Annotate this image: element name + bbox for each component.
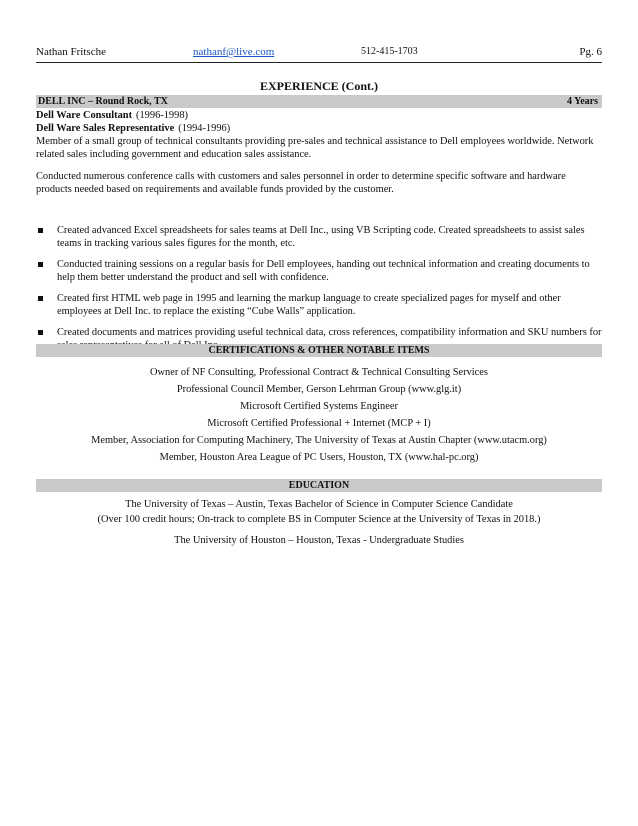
education-item: The University of Texas – Austin, Texas Bachelor of Science in Computer Science Candidate (125, 499, 513, 510)
certifications-bar (36, 344, 602, 357)
list-item (36, 292, 602, 318)
bullet-icon (38, 228, 43, 233)
certifications-list (36, 364, 602, 466)
bullet-icon (38, 296, 43, 301)
role-1 (36, 109, 602, 122)
role-description: Member of a small group of technical consultants providing pre-sales and technical assistance to Dell employees worldwide. Network related sales including government and education sales assistance. (36, 136, 594, 160)
page-number: Pg. 6 (579, 46, 602, 58)
header-name: Nathan Fritsche (36, 46, 106, 58)
certification-item: Member, Association for Computing Machinery, The University of Texas at Austin Chapter (www.utacm.org) (91, 435, 547, 446)
certification-item: Professional Council Member, Gerson Lehrman Group (www.glg.it) (176, 384, 462, 395)
header-divider (36, 62, 602, 63)
list-item (36, 224, 602, 250)
education-bar (36, 479, 602, 492)
certification-item: Microsoft Certified Systems Engineer (240, 401, 398, 412)
certification-item: Owner of NF Consulting, Professional Contract & Technical Consulting Services (150, 367, 488, 378)
role-dates: (1996-1998) (136, 110, 188, 121)
role-title: Dell Ware Sales Representative (36, 123, 175, 134)
bullet-icon (38, 262, 43, 267)
role-description-2: Conducted numerous conference calls with customers and sales personnel in order to determine specific software and hardware products needed based on requirements and available funds provided by the customer. (36, 171, 566, 195)
list-item-text: Conducted training sessions on a regular basis for Dell employees, handing out technical information and creating documents to help them better understand the product and sell with confidence. (57, 259, 590, 283)
education-item: The University of Houston – Houston, Texas - Undergraduate Studies (174, 535, 464, 546)
bullet-icon (38, 330, 43, 335)
certification-item: Member, Houston Area League of PC Users, Houston, TX (www.hal-pc.org) (159, 452, 479, 463)
certifications-heading: CERTIFICATIONS & OTHER NOTABLE ITEMS (208, 345, 430, 356)
list-item-text: Created documents and matrices providing useful technical data, cross references, compatibility information and SKU numbers for (57, 327, 602, 338)
role-title: Dell Ware Consultant (36, 110, 133, 121)
email-link[interactable]: nathanf@live.com (193, 46, 275, 58)
education-heading: EDUCATION (288, 480, 350, 491)
list-item-text: Created first HTML web page in 1995 and learning the markup language to create specialized pages for myself and other employees at Dell Inc. to replace the existing “Cube Walls” application. (57, 293, 561, 317)
achievement-list (36, 224, 602, 360)
education-item: (Over 100 credit hours; On-track to complete BS in Computer Science at the University of Texas in 2018.) (97, 514, 541, 525)
role-block (36, 109, 602, 161)
role-2 (36, 122, 602, 135)
company-name: DELL INC – Round Rock, TX (38, 96, 168, 107)
list-item (36, 258, 602, 284)
page-header (36, 46, 602, 60)
experience-heading: EXPERIENCE (Cont.) (259, 79, 378, 93)
role-dates: (1994-1996) (178, 123, 231, 134)
certification-item: Microsoft Certified Professional + Internet (MCP + I) (207, 418, 431, 429)
company-bar (36, 95, 602, 108)
education-list (36, 497, 602, 548)
header-phone: 512-415-1703 (361, 46, 418, 57)
company-duration: 4 Years (566, 96, 598, 107)
list-item-text: Created advanced Excel spreadsheets for sales teams at Dell Inc., using VB Scripting code. Created spreadsheets to assist sales teams in tracking various sales figures for the month, etc. (57, 225, 585, 249)
